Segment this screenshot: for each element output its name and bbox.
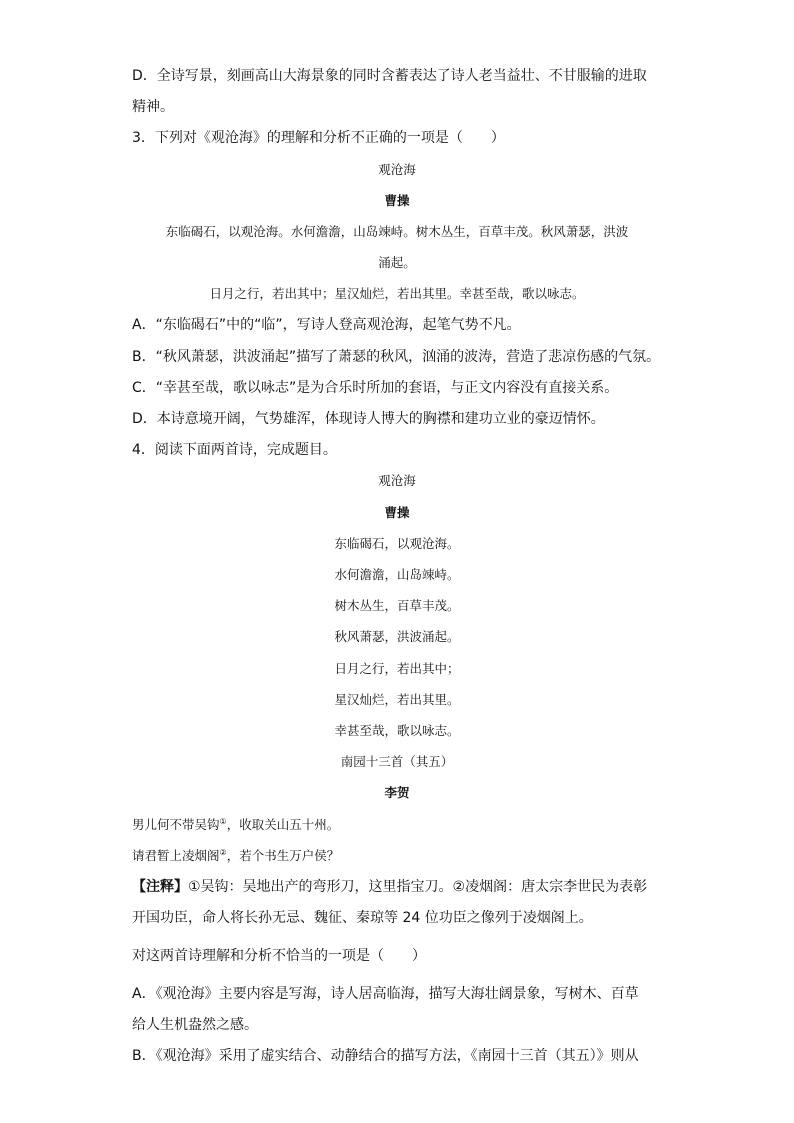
- q3-stem: 3．下列对《观沧海》的理解和分析不正确的一项是（ ）: [132, 130, 505, 146]
- poem2-line2-part-b: ，若个书生万户侯？: [226, 848, 340, 863]
- note-label: 【注释】: [132, 879, 188, 895]
- q4-note-line2: 开国功臣，命人将长孙无忌、魏征、秦琼等 24 位功臣之像列于凌烟阁上。: [132, 910, 593, 926]
- q4-poem1-line: 幸甚至哉，歌以咏志。: [334, 723, 460, 738]
- q4-note-line1: [132, 877, 647, 897]
- q3-poem-author: 曹操: [384, 193, 410, 208]
- q4-poem2-line2: [132, 846, 339, 866]
- footnote-marker-1: ①: [219, 816, 227, 826]
- q3-option-a: A．“东临碣石”中的“临”，写诗人登高观沧海，起笔气势不凡。: [132, 317, 521, 333]
- q4-poem1-line: 日月之行，若出其中；: [334, 661, 460, 676]
- q3-option-c: C．“幸甚至哉，歌以咏志”是为合乐时所加的套语，与正文内容没有直接关系。: [132, 380, 619, 396]
- q4-poem1-title: 观沧海: [378, 473, 416, 488]
- q4-option-b-line1: B．《观沧海》采用了虚实结合、动静结合的描写方法，《南园十三首（其五）》则从: [132, 1048, 639, 1064]
- q4-option-a-line2: 给人生机盎然之感。: [132, 1017, 258, 1033]
- q3-poem-title: 观沧海: [378, 162, 416, 177]
- q2-option-d-line1: D．全诗写景，刻画高山大海景象的同时含蓄表达了诗人老当益壮、不甘服输的进取: [132, 68, 647, 84]
- q4-poem1-line: 星汉灿烂，若出其里。: [334, 692, 460, 707]
- q3-option-d: D．本诗意境开阔，气势雄浑，体现诗人博大的胸襟和建功立业的豪迈情怀。: [132, 411, 605, 427]
- q4-stem: 4．阅读下面两首诗，完成题目。: [132, 442, 337, 458]
- q4-poem2-line1: [132, 815, 339, 835]
- q4-sub-stem: 对这两首诗理解和分析不恰当的一项是（ ）: [132, 948, 426, 964]
- q4-poem1-line: 东临碣石，以观沧海。: [334, 536, 460, 551]
- poem2-line1-part-a: 男儿何不带吴钩: [132, 817, 220, 832]
- q4-poem2-title: 南园十三首（其五）: [340, 754, 454, 769]
- poem2-line1-part-b: ，收取关山五十州。: [226, 817, 340, 832]
- q2-option-d-line2: 精神。: [132, 99, 174, 115]
- q3-poem-line1: 东临碣石，以观沧海。水何澹澹，山岛竦峙。树木丛生，百草丰茂。秋风萧瑟，洪波: [165, 224, 629, 239]
- q4-option-a-line1: A．《观沧海》主要内容是写海，诗人居高临海，描写大海壮阔景象，写树木、百草: [132, 986, 639, 1002]
- poem2-line2-part-a: 请君暂上凌烟阁: [132, 848, 220, 863]
- q4-poem1-author: 曹操: [384, 505, 410, 520]
- q4-poem2-author: 李贺: [384, 785, 410, 800]
- note-text-1: ①吴钩：吴地出产的弯形刀，这里指宝刀。②凌烟阁：唐太宗李世民为表彰: [188, 879, 648, 895]
- footnote-marker-2: ②: [219, 847, 227, 857]
- q4-poem1-line: 树木丛生，百草丰茂。: [334, 598, 460, 613]
- q3-poem-line2: 涌起。: [378, 255, 416, 270]
- q3-option-b: B．“秋风萧瑟，洪波涌起”描写了萧瑟的秋风，汹涌的波涛，营造了悲凉伤感的气氛。: [132, 349, 661, 365]
- q3-poem-line3: 日月之行，若出其中；星汉灿烂，若出其里。幸甚至哉，歌以咏志。: [209, 286, 585, 301]
- q4-poem1-line: 秋风萧瑟，洪波涌起。: [334, 629, 460, 644]
- q4-poem1-line: 水何澹澹，山岛竦峙。: [334, 567, 460, 582]
